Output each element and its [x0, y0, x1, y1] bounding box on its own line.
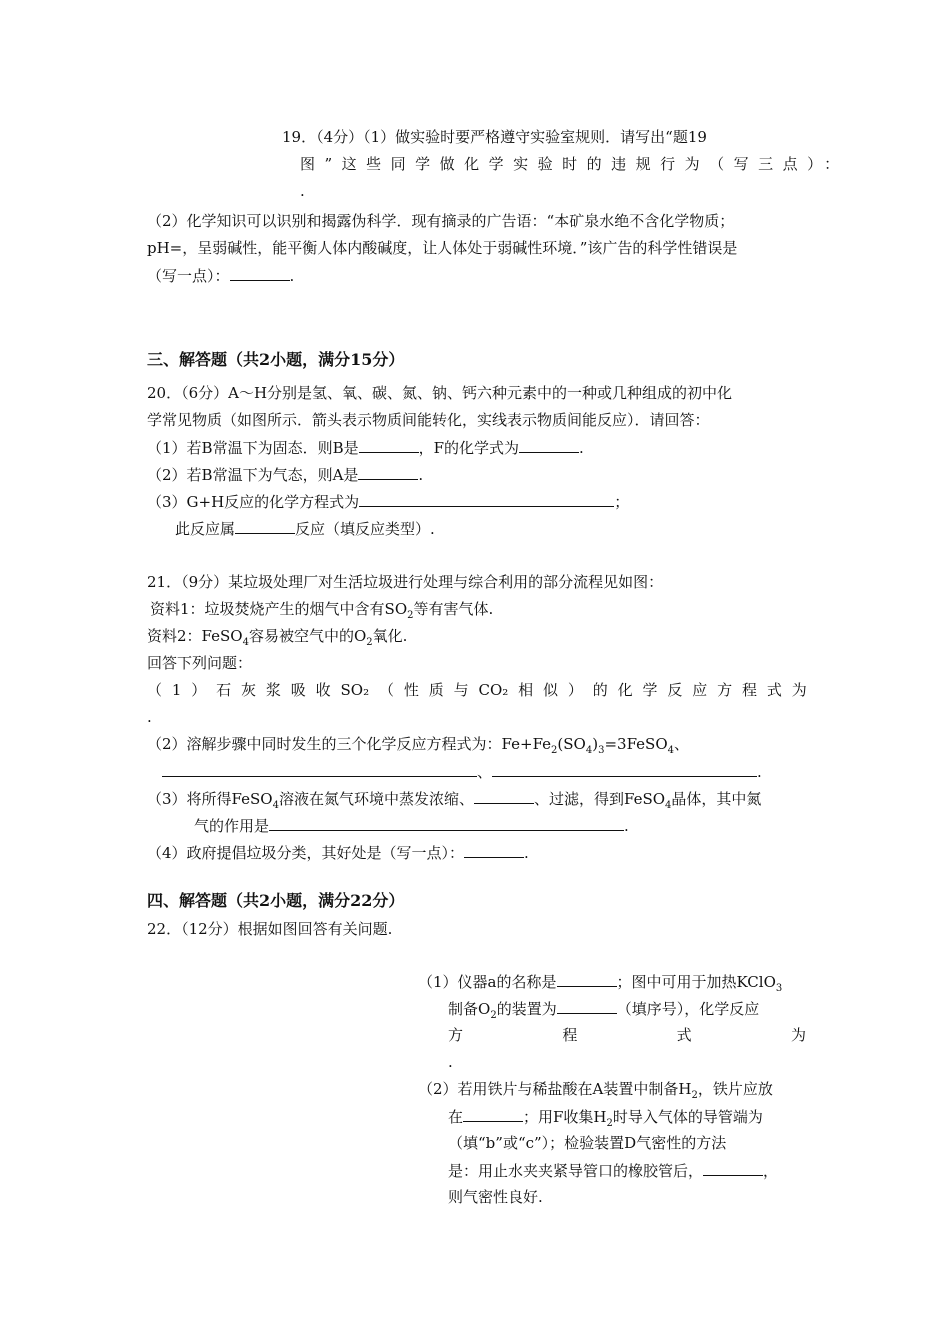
q21-part2 [147, 734, 689, 761]
q22-part1-line2 [448, 998, 759, 1026]
q19-line2-text: 图”这些同学做化学实验时的违规行为（写三点）： [300, 155, 849, 173]
q20-p2-end: . [418, 466, 424, 484]
q20-p2-text: （2）若B常温下为气态，则A是 [147, 466, 359, 484]
q21-data1-end: 等有害气体. [413, 600, 494, 618]
q21-p2-text3: ) [592, 735, 599, 753]
q21-p2-sub: 3 [598, 745, 605, 756]
q19-line5: pH=，呈弱碱性，能平衡人体内酸碱度，让人体处于弱碱性环境．”该广告的科学性错误是 [147, 239, 738, 257]
q21-p1-word: （ [147, 681, 163, 699]
q22-p1-word: 为 [790, 1026, 806, 1044]
q22-p1-text3: 制备O [448, 1000, 491, 1018]
section3-heading: 三、解答题（共2小题，满分15分） [147, 350, 405, 369]
q21-p1-word: 石 [216, 681, 232, 699]
q21-p1-word: 应 [692, 681, 708, 699]
q20-p1-mid: ，F的化学式为 [418, 439, 520, 457]
q21-p3-text2: 溶液在氮气环境中蒸发浓缩、 [278, 790, 474, 808]
q21-p1-word: 与 [453, 681, 469, 699]
q21-nitrogen-blank[interactable] [269, 815, 624, 831]
q19-line4: （2）化学知识可以识别和揭露伪科学．现有摘录的广告语：“本矿泉水绝不含化学物质； [147, 212, 735, 230]
q21-p1-word: 1 [171, 681, 182, 699]
q19-line3: . [300, 182, 305, 200]
q19-line2 [300, 154, 849, 174]
q21-part3-cont [194, 815, 629, 836]
q19-line6 [147, 265, 294, 286]
q21-benefit-blank[interactable] [464, 842, 524, 858]
q22-part2-line2 [448, 1106, 763, 1134]
q21-p1-word: 浆 [265, 681, 281, 699]
q21-data1-sub: 2 [407, 610, 414, 621]
q22-p2-sub: 2 [691, 1090, 698, 1101]
q22-part2-line5: 则气密性良好. [448, 1188, 543, 1206]
q21-p2-text: （2）溶解步骤中同时发生的三个化学反应方程式为：Fe+Fe [147, 735, 552, 753]
q21-p3-sub: 4 [272, 800, 279, 811]
q20-f-blank[interactable] [519, 437, 579, 453]
q21-p1-word: SO₂ [340, 681, 370, 699]
q21-data2-sub2: 2 [366, 637, 373, 648]
q19-line1: 19．（4分）（1）做实验时要严格遵守实验室规则．请写出“题19 [282, 128, 707, 146]
q22-line1: 22．（12分）根据如图回答有关问题. [147, 920, 393, 938]
q21-p3-end: . [624, 817, 629, 835]
q22-p2-text: （2）若用铁片与稀盐酸在A装置中制备H [418, 1080, 692, 1098]
q21-p1-word: 吸 [290, 681, 306, 699]
q20-equation-blank[interactable] [359, 491, 614, 507]
q21-p3-text3: 、过滤，得到FeSO [533, 790, 666, 808]
q22-p1-word: 式 [676, 1026, 692, 1044]
q21-step-blank[interactable] [474, 788, 534, 804]
q21-data2-mid: 容易被空气中的O [248, 627, 367, 645]
q21-p3-sub: 4 [665, 800, 672, 811]
q21-p3-text5: 气的作用是 [194, 817, 270, 835]
q21-ask: 回答下列问题： [147, 654, 253, 672]
q21-p3-text4: 晶体，其中氮 [671, 790, 762, 808]
q21-equation2-blank[interactable] [162, 761, 477, 777]
q21-part4 [147, 842, 529, 863]
q22-part1-line1 [418, 971, 782, 999]
q21-p2-text4: =3FeSO [604, 735, 668, 753]
q22-p2-sub2: 2 [606, 1118, 613, 1129]
q22-device-blank[interactable] [557, 998, 617, 1014]
q22-instrument-blank[interactable] [557, 971, 617, 987]
q21-p2-sub: 2 [551, 745, 558, 756]
q22-p2-text4: ；用F收集H [523, 1108, 607, 1126]
q19-answer-blank[interactable] [230, 265, 290, 281]
q21-p2-sub: 4 [585, 745, 593, 756]
q22-p2-text7: ， [763, 1162, 779, 1180]
q22-p1-text4: 的装置为 [496, 1000, 557, 1018]
q20-part1 [147, 437, 584, 458]
q21-p4-end: . [524, 844, 529, 862]
q20-type-blank[interactable] [235, 518, 295, 534]
q21-p1-word: 程 [742, 681, 758, 699]
q22-p1-text2: ；图中可用于加热KClO [616, 973, 776, 991]
q21-p2-end: . [757, 763, 762, 781]
section4-heading: 四、解答题（共2小题，满分22分） [147, 891, 405, 910]
q22-p1-text: （1）仪器a的名称是 [418, 973, 557, 991]
q21-p1-word: 性 [403, 681, 419, 699]
q21-p1-word: 学 [642, 681, 658, 699]
q20-p4-end: 反应（填反应类型）. [295, 520, 435, 538]
q21-data2 [147, 626, 407, 653]
q21-p1-word: ） [567, 681, 583, 699]
q20-p3-text: （3）G+H反应的化学方程式为 [147, 493, 360, 511]
q20-a-blank[interactable] [358, 464, 418, 480]
q20-part2 [147, 464, 423, 485]
q21-equation3-blank[interactable] [492, 761, 757, 777]
q22-part1-line3 [448, 1025, 806, 1045]
q21-p2-sub: 4 [667, 745, 674, 756]
q21-data1-text: 资料1：垃圾焚烧产生的烟气中含有SO [150, 600, 408, 618]
q21-p3-text: （3）将所得FeSO [147, 790, 273, 808]
q21-data2-sub: 4 [242, 637, 249, 648]
q21-p1-word: 反 [667, 681, 683, 699]
q21-p1-word: CO₂ [478, 681, 509, 699]
q22-p2-text3: 在 [448, 1108, 464, 1126]
q21-p1-word: 灰 [241, 681, 257, 699]
q21-p1-word: 相 [518, 681, 534, 699]
q21-part2-blanks [162, 761, 762, 782]
q21-p1-word: 的 [592, 681, 608, 699]
q22-p1-text5: （填序号），化学反应 [616, 1000, 760, 1018]
q19-line6-end: . [289, 267, 295, 285]
q21-p1-word: ） [191, 681, 207, 699]
q22-p2-text5: 时导入气体的导管端为 [612, 1108, 763, 1126]
q21-p1-word: 化 [617, 681, 633, 699]
q22-position-blank[interactable] [463, 1106, 523, 1122]
q21-data2-end: 氧化. [372, 627, 408, 645]
q21-data2-text: 资料2：FeSO [147, 627, 243, 645]
q21-part3 [147, 788, 761, 816]
q21-p1-word: 质 [428, 681, 444, 699]
q21-p1-word: 方 [717, 681, 733, 699]
q22-part2-line4 [448, 1160, 778, 1181]
q21-p1-word: 为 [791, 681, 807, 699]
q20-p1-text: （1）若B常温下为固态．则B是 [147, 439, 359, 457]
q22-p1-word: 程 [562, 1026, 578, 1044]
q20-p3-end: ； [614, 493, 630, 511]
q22-p1-sub: 3 [775, 983, 783, 994]
q21-p2-sep: 、 [477, 763, 493, 781]
q22-airtight-blank[interactable] [703, 1160, 763, 1176]
q20-line2: 学常见物质（如图所示．箭头表示物质间能转化，实线表示物质间能反应）．请回答： [147, 411, 710, 429]
q22-part2-line1 [418, 1079, 773, 1106]
q20-line1: 20．（6分）A～H分别是氢、氧、碳、氮、钠、钙六种元素中的一种或几种组成的初中化 [147, 384, 733, 402]
q21-p4-text: （4）政府提倡垃圾分类，其好处是（写一点）： [147, 844, 465, 862]
q19-line6-prefix: （写一点）： [147, 267, 230, 285]
q21-data1 [150, 599, 493, 626]
q20-part4 [175, 518, 435, 539]
q20-p4-text: 此反应属 [175, 520, 236, 538]
q21-p1-word: 似 [543, 681, 559, 699]
q20-p1-end: . [579, 439, 584, 457]
q21-p2-text5: 、 [674, 735, 690, 753]
q22-p2-text2: ，铁片应放 [697, 1080, 773, 1098]
q22-p1-word: 方 [448, 1026, 464, 1044]
q21-part1 [147, 680, 807, 700]
q22-part2-line3: （填“b”或“c”）；检验装置D气密性的方法 [448, 1134, 727, 1152]
q22-p1-sub2: 2 [490, 1010, 497, 1021]
q21-p1-word: 收 [315, 681, 331, 699]
q22-p2-text6: 是：用止水夹夹紧导管口的橡胶管后， [448, 1162, 704, 1180]
q22-part1-end: . [448, 1053, 453, 1071]
q21-part1-end: . [147, 708, 152, 726]
q21-p1-word: 式 [766, 681, 782, 699]
q21-line1: 21．（9分）某垃圾处理厂对生活垃圾进行处理与综合利用的部分流程见如图： [147, 573, 664, 591]
q21-p1-word: （ [378, 681, 394, 699]
q20-b-blank[interactable] [359, 437, 419, 453]
q20-part3 [147, 491, 629, 512]
q21-p2-text2: (SO [557, 735, 586, 753]
